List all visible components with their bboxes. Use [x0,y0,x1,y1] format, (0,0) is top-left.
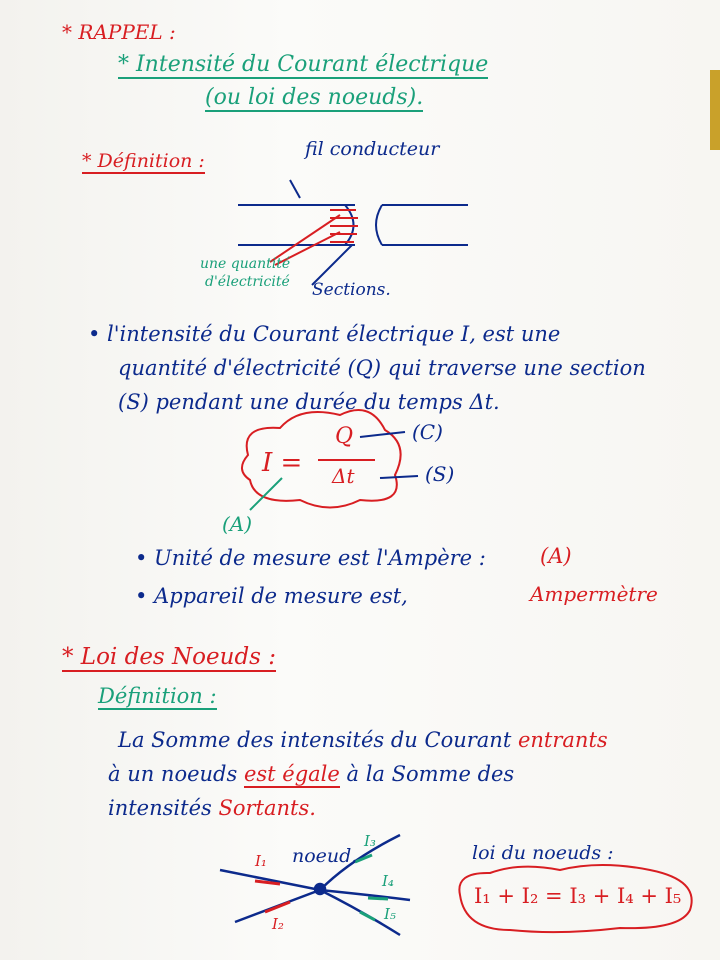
title-line-1: * Intensité du Courant électrique [118,52,489,77]
loi-text-line-3: intensités Sortants. [108,796,316,820]
wire-label: fil conducteur [305,138,440,160]
label-ampere: (A) [222,512,253,536]
title-line-2: (ou loi des noeuds). [205,85,424,110]
label-seconds: (S) [425,462,455,486]
device-value: Ampermètre [530,582,658,606]
current-i2: I₂ [272,915,284,933]
label-coulomb: (C) [412,420,443,444]
current-i1: I₁ [255,852,267,870]
definition-heading: * Définition : [82,150,205,172]
paragraph-line-1: • l'intensité du Courant électrique I, est une [88,322,561,346]
paragraph-line-3: (S) pendant une durée du temps Δt. [118,390,500,414]
rappel-heading: * RAPPEL : [62,20,176,44]
loi-formula-title: loi du noeuds : [472,842,614,864]
formula-lhs: I = [262,448,303,478]
formula-denominator: Δt [332,464,355,488]
node-label: noeud. [292,845,358,867]
loi-definition-heading: Définition : [98,684,217,708]
charge-label-1: une quantité [200,256,291,272]
current-i3: I₃ [364,832,376,850]
device-text: • Appareil de mesure est, [135,584,408,608]
loi-text-line-2: à un noeuds est égale à la Somme des [108,762,515,786]
unit-value: (A) [540,544,572,568]
section-label: Sections. [312,280,391,300]
current-i4: I₄ [382,872,394,890]
unit-text: • Unité de mesure est l'Ampère : [135,546,486,570]
paragraph-line-2: quantité d'électricité (Q) qui traverse une section [118,356,646,380]
formula-numerator: Q [335,424,354,449]
current-i5: I₅ [384,905,396,923]
loi-heading: * Loi des Noeuds : [62,644,277,670]
loi-formula-equation: I₁ + I₂ = I₃ + I₄ + I₅ [474,884,682,908]
loi-text-line-1: La Somme des intensités du Courant entrants [118,728,608,752]
charge-label-2: d'électricité [205,274,290,290]
